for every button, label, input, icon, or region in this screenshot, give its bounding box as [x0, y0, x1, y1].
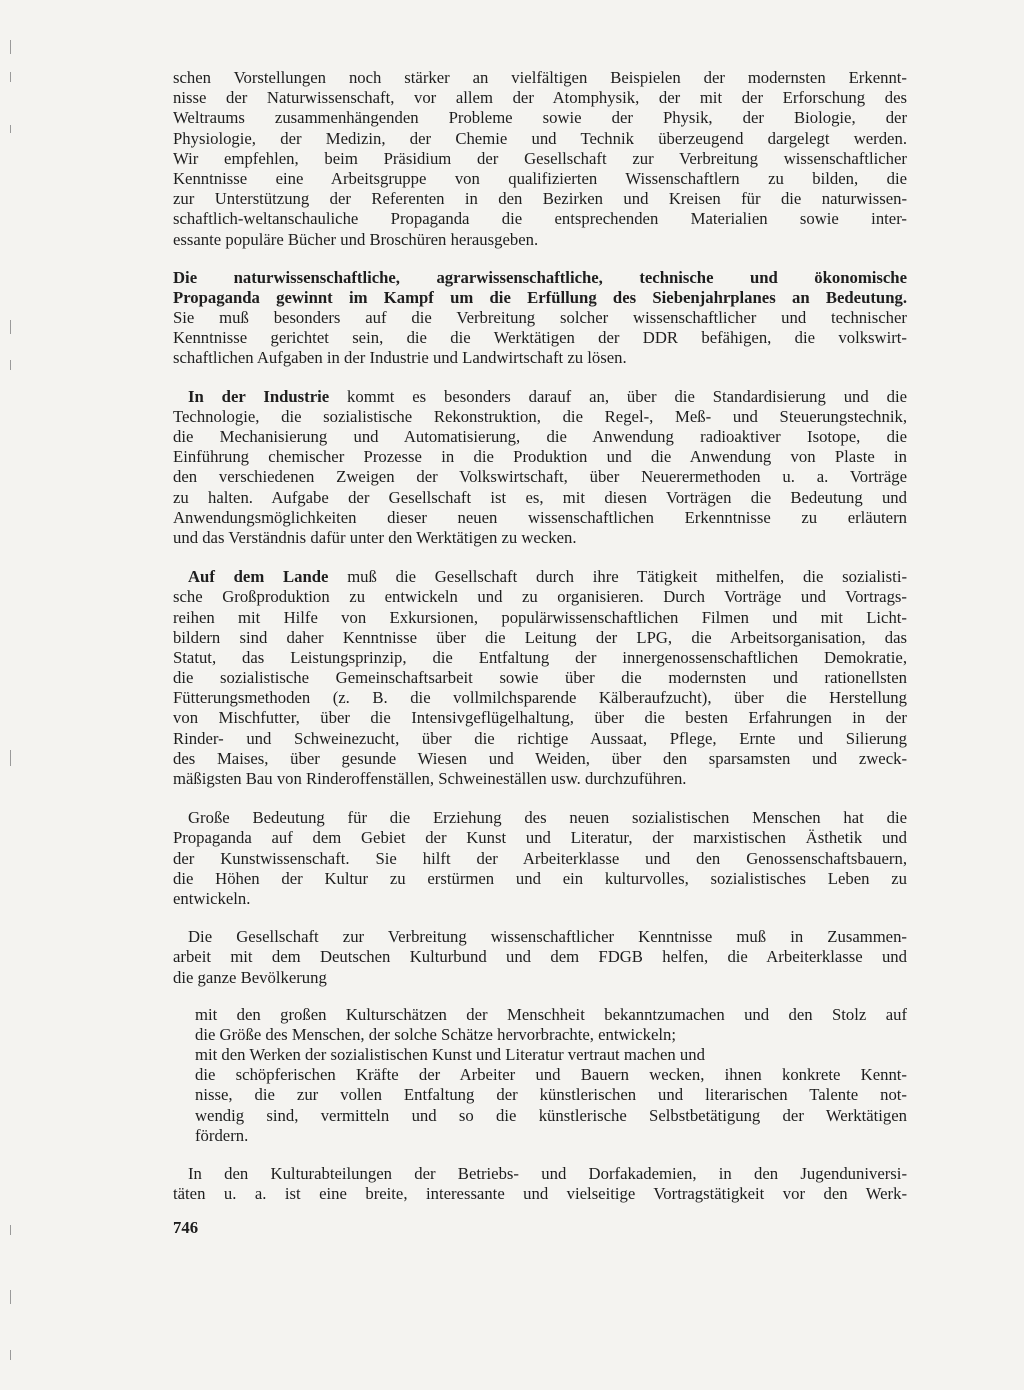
text-line: Weltraums zusammenhängenden Probleme sowie der Physik, der Biologie, der: [173, 108, 907, 128]
text-line: zu halten. Aufgabe der Gesellschaft ist es, mit diesen Vorträgen die Bedeutung und: [173, 487, 907, 507]
lead-bold-phrase: In der Industrie: [188, 386, 330, 406]
text-line: Propaganda auf dem Gebiet der Kunst und Literatur, der marxistischen Ästhetik und: [173, 828, 907, 848]
text-line: Fütterungsmethoden (z. B. die vollmilchsparende Kälberaufzucht), über die Herstellung: [173, 688, 907, 708]
text-line: der Kunstwissenschaft. Sie hilft der Arbeiterklasse und den Genossenschaftsbauern,: [173, 848, 907, 868]
text-line: [173, 387, 907, 407]
text-line: fördern.: [195, 1125, 249, 1145]
text-line: zur Unterstützung der Referenten in den Bezirken und Kreisen für die naturwissen-: [173, 189, 907, 209]
scan-margin-marks: [8, 30, 14, 1370]
text-line: mit den Werken der sozialistischen Kunst und Literatur vertraut machen und: [195, 1045, 705, 1065]
text-line: essante populäre Bücher und Broschüren herausgeben.: [173, 229, 539, 249]
text-line: Kenntnisse gerichtet sein, die die Werktätigen der DDR befähigen, die volkswirt-: [173, 328, 907, 348]
text-line: bildern sind daher Kenntnisse über die Leitung der LPG, die Arbeitsorganisation, das: [173, 627, 907, 647]
text-line: [173, 567, 907, 587]
text-line: Kenntnisse eine Arbeitsgruppe von qualifizierten Wissenschaftlern zu bilden, die: [173, 168, 907, 188]
text-line: Technologie, die sozialistische Rekonstruktion, die Regel-, Meß- und Steuerungstechnik,: [173, 406, 907, 426]
bold-heading-line: Propaganda gewinnt im Kampf um die Erfüllung des Siebenjahrplanes an Bedeutung.: [173, 287, 907, 307]
text-line: wendig sind, vermitteln und so die künstlerische Selbstbetätigung der Werktätigen: [195, 1105, 907, 1125]
paragraph-2: [173, 268, 907, 369]
text-fragment: kommt es besonders darauf an, über die Standardisierung und die: [329, 386, 907, 406]
text-line: die Mechanisierung und Automatisierung, die Anwendung radioaktiver Isotope, die: [173, 427, 907, 446]
document-page: [173, 68, 907, 1204]
text-line: schaftlichen Aufgaben in der Industrie und Landwirtschaft zu lösen.: [173, 348, 627, 368]
text-line: von Mischfutter, über die Intensivgeflügelhaltung, über die besten Erfahrungen in der: [173, 708, 907, 728]
text-line: den verschiedenen Zweigen der Volkswirtschaft, über Neuerermethoden u. a. Vorträge: [173, 467, 907, 487]
page-number: 746: [173, 1218, 199, 1237]
text-line: die Größe des Menschen, der solche Schätze hervorbrachte, entwickeln;: [195, 1024, 676, 1044]
text-line: die sozialistische Gemeinschaftsarbeit sowie über die modernsten und rationellsten: [173, 668, 907, 688]
text-line: Die Gesellschaft zur Verbreitung wissenschaftlicher Kenntnisse muß in Zusammen-: [188, 927, 907, 947]
text-line: Statut, das Leistungsprinzip, die Entfaltung der innergenossenschaftlichen Demokratie,: [173, 647, 907, 667]
text-line: Anwendungsmöglichkeiten dieser neuen wissenschaftlichen Erkenntnisse zu erläutern: [173, 507, 907, 527]
text-line: Rinder- und Schweinezucht, über die richtige Aussaat, Pflege, Ernte und Silierung: [173, 728, 907, 748]
text-line: mäßigsten Bau von Rinderoffenställen, Schweineställen usw. durchzuführen.: [173, 769, 687, 788]
text-line: des Maises, über gesunde Wiesen und Weiden, über den sparsamsten und zweck-: [173, 748, 907, 768]
text-line: reihen mit Hilfe von Exkursionen, populärwissenschaftlichen Filmen und mit Licht-: [173, 607, 907, 627]
text-line: die Höhen der Kultur zu erstürmen und ein kulturvolles, sozialistisches Leben zu: [173, 868, 907, 888]
text-line: täten u. a. ist eine breite, interessante und vielseitige Vortragstätigkeit vor den Werk-: [173, 1184, 907, 1204]
text-line: In den Kulturabteilungen der Betriebs- und Dorfakademien, in den Jugenduniversi-: [188, 1164, 907, 1183]
text-line: Physiologie, der Medizin, der Chemie und Technik überzeugend dargelegt werden.: [173, 128, 907, 148]
text-line: arbeit mit dem Deutschen Kulturbund und dem FDGB helfen, die Arbeiterklasse und: [173, 947, 907, 967]
text-line: entwickeln.: [173, 888, 251, 908]
text-line: schaftlich-weltanschauliche Propaganda die entsprechenden Materialien sowie inter-: [173, 209, 907, 229]
text-line: schen Vorstellungen noch stärker an vielfältigen Beispielen der modernsten Erkennt-: [173, 68, 907, 87]
text-line: nisse, die zur vollen Entfaltung der künstlerischen und literarischen Talente not-: [195, 1085, 907, 1105]
paragraph-3: [173, 387, 907, 549]
text-line: sche Großproduktion zu entwickeln und zu organisieren. Durch Vorträge und Vortrags-: [173, 587, 907, 607]
paragraph-1: [173, 68, 907, 250]
text-fragment: muß die Gesellschaft durch ihre Tätigkeit mithelfen, die sozialisti-: [328, 567, 907, 587]
text-line: Sie muß besonders auf die Verbreitung solcher wissenschaftlicher und technischer: [173, 308, 907, 328]
text-line: und das Verständnis dafür unter den Werktätigen zu wecken.: [173, 527, 577, 547]
text-line: Große Bedeutung für die Erziehung des neuen sozialistischen Menschen hat die: [188, 808, 907, 828]
bold-heading-line: Die naturwissenschaftliche, agrarwissenschaftliche, technische und ökonomische: [173, 267, 907, 287]
text-line: Einführung chemischer Prozesse in die Produktion und die Anwendung von Plaste in: [173, 447, 907, 467]
text-line: mit den großen Kulturschätzen der Menschheit bekanntzumachen und den Stolz auf: [195, 1004, 907, 1024]
paragraph-5: [173, 808, 907, 909]
lead-bold-phrase: Auf dem Lande: [188, 567, 329, 587]
text-line: die schöpferischen Kräfte der Arbeiter und Bauern wecken, ihnen konkrete Kennt-: [195, 1065, 907, 1085]
paragraph-8: [173, 1164, 907, 1204]
text-line: Wir empfehlen, beim Präsidium der Gesellschaft zur Verbreitung wissenschaftlicher: [173, 148, 907, 168]
text-line: die ganze Bevölkerung: [173, 967, 327, 987]
paragraph-4: [173, 567, 907, 789]
indented-list-block: [173, 1005, 907, 1146]
text-line: nisse der Naturwissenschaft, vor allem der Atomphysik, der mit der Erforschung des: [173, 88, 907, 108]
paragraph-6: [173, 927, 907, 988]
